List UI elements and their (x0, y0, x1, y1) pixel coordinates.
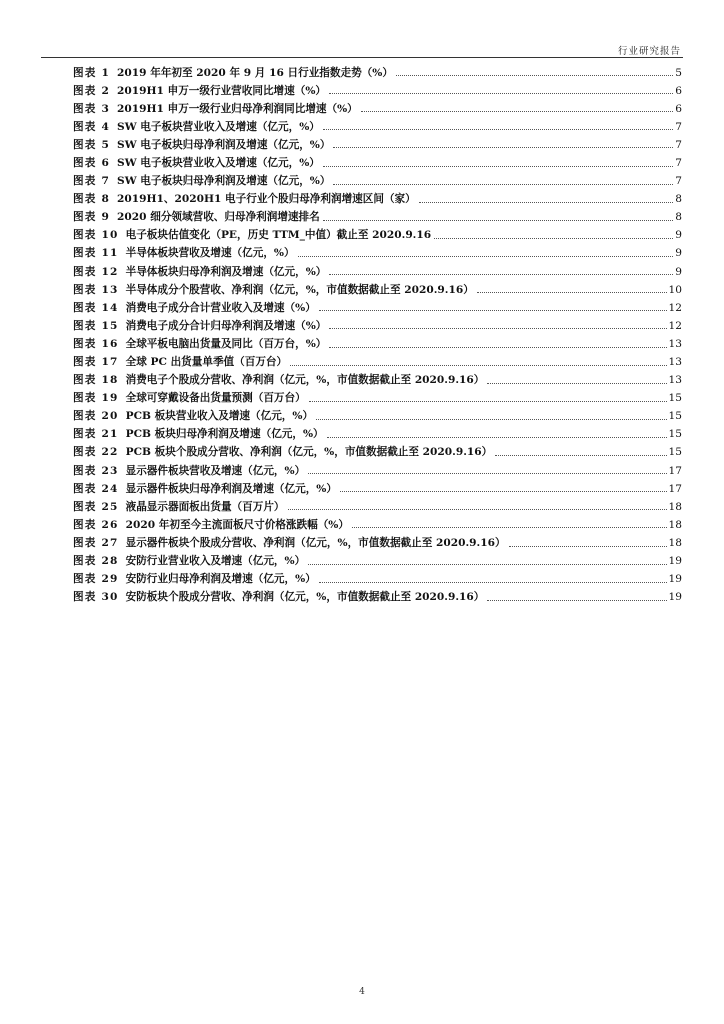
page-reference: 6 (675, 102, 682, 115)
figure-title: 电子板块估值变化（PE，历史 TTM_中值）截止至 2020.9.16 (125, 229, 432, 242)
toc-entry[interactable] (73, 96, 682, 114)
page-reference: 12 (668, 319, 682, 332)
figure-label: 图表 28 (73, 555, 119, 568)
figure-label: 图表 5 (73, 138, 111, 151)
header-divider (41, 57, 683, 58)
dot-leader (487, 600, 666, 601)
page-reference: 13 (668, 374, 682, 387)
page-reference: 13 (668, 337, 682, 350)
dot-leader (308, 473, 666, 474)
toc-entry[interactable] (73, 422, 682, 440)
toc-entry[interactable] (73, 476, 682, 494)
dot-leader (434, 238, 673, 239)
figure-title: PCB 板块个股成分营收、净利润（亿元，%，市值数据截止至 2020.9.16） (125, 446, 493, 459)
figure-label: 图表 8 (73, 193, 111, 206)
toc-entry[interactable] (73, 494, 682, 512)
toc-entry[interactable] (73, 567, 682, 585)
figure-title: 2019H1、2020H1 电子行业个股归母净利润增速区间（家） (117, 193, 416, 206)
figure-title: 2019H1 申万一级行业营收同比增速（%） (117, 84, 326, 97)
dot-leader (477, 292, 667, 293)
toc-entry[interactable] (73, 331, 682, 349)
toc-entry[interactable] (73, 440, 682, 458)
figure-label: 图表 2 (73, 84, 111, 97)
page-reference: 7 (675, 120, 682, 133)
page-reference: 5 (675, 66, 682, 79)
figure-title: 2020 细分领域营收、归母净利润增速排名 (117, 211, 320, 224)
figure-title: 半导体板块营收及增速（亿元，%） (125, 247, 295, 260)
figure-label: 图表 22 (73, 446, 119, 459)
page-reference: 18 (668, 500, 682, 513)
dot-leader (333, 184, 673, 185)
dot-leader (319, 310, 667, 311)
figure-label: 图表 16 (73, 337, 119, 350)
figure-label: 图表 21 (73, 428, 119, 441)
dot-leader (329, 328, 666, 329)
dot-leader (352, 527, 667, 528)
page-reference: 7 (675, 175, 682, 188)
figure-title: 2019 年年初至 2020 年 9 月 16 日行业指数走势（%） (117, 66, 393, 79)
toc-entry[interactable] (73, 169, 682, 187)
toc-entry[interactable] (73, 187, 682, 205)
figure-label: 图表 9 (73, 211, 111, 224)
dot-leader (509, 546, 667, 547)
figure-title: SW 电子板块营业收入及增速（亿元，%） (117, 120, 320, 133)
figure-title: 全球可穿戴设备出货量预测（百万台） (125, 392, 306, 405)
page-reference: 18 (668, 518, 682, 531)
page-reference: 13 (668, 356, 682, 368)
figure-label: 图表 20 (73, 410, 119, 423)
figure-label: 图表 12 (73, 265, 119, 278)
figure-label: 图表 11 (73, 247, 119, 260)
page-reference: 18 (668, 536, 682, 549)
toc-entry[interactable] (73, 205, 682, 223)
figure-title: 显示器件板块归母净利润及增速（亿元，%） (125, 482, 337, 495)
toc-entry[interactable] (73, 549, 682, 567)
figure-label: 图表 29 (73, 573, 119, 586)
page-reference: 7 (675, 138, 682, 151)
figure-title: 全球平板电脑出货量及同比（百万台，%） (125, 337, 327, 350)
figure-label: 图表 1 (73, 66, 111, 79)
toc-entry[interactable] (73, 458, 682, 476)
figure-title: 安防板块个股成分营收、净利润（亿元，%，市值数据截止至 2020.9.16） (125, 591, 485, 604)
figure-label: 图表 4 (73, 120, 111, 133)
toc-entry[interactable] (73, 295, 682, 313)
dot-leader (316, 419, 666, 420)
figure-index-list (73, 60, 682, 603)
page-reference: 15 (668, 392, 682, 405)
figure-title: 消费电子成分合计归母净利润及增速（%） (125, 319, 327, 332)
figure-label: 图表 14 (73, 301, 119, 314)
page-reference: 8 (675, 211, 682, 224)
toc-entry[interactable] (73, 368, 682, 386)
page-reference: 8 (675, 193, 682, 206)
page-reference: 17 (668, 464, 682, 477)
dot-leader (319, 582, 667, 583)
figure-title: SW 电子板块营业收入及增速（亿元，%） (117, 156, 320, 169)
toc-entry[interactable] (73, 78, 682, 96)
figure-title: 全球 PC 出货量单季值（百万台） (125, 356, 288, 368)
toc-entry[interactable] (73, 277, 682, 295)
dot-leader (487, 383, 666, 384)
toc-entry[interactable] (73, 512, 682, 530)
dot-leader (329, 274, 673, 275)
toc-entry[interactable] (73, 350, 682, 368)
figure-label: 图表 23 (73, 464, 119, 477)
dot-leader (340, 491, 667, 492)
figure-label: 图表 13 (73, 283, 119, 296)
toc-entry[interactable] (73, 585, 682, 603)
figure-title: 显示器件板块个股成分营收、净利润（亿元，%，市值数据截止至 2020.9.16） (125, 536, 506, 549)
dot-leader (288, 509, 667, 510)
page-reference: 10 (668, 283, 682, 296)
figure-label: 图表 30 (73, 591, 119, 604)
dot-leader (329, 93, 673, 94)
figure-label: 图表 15 (73, 319, 119, 332)
figure-title: 半导体成分个股营收、净利润（亿元，%，市值数据截止至 2020.9.16） (125, 283, 474, 296)
page-reference: 17 (668, 482, 682, 495)
page-reference: 7 (675, 156, 682, 169)
toc-entry[interactable] (73, 114, 682, 132)
dot-leader (361, 111, 673, 112)
figure-label: 图表 6 (73, 156, 111, 169)
dot-leader (495, 455, 666, 456)
figure-label: 图表 27 (73, 536, 119, 549)
toc-entry[interactable] (73, 150, 682, 168)
page-reference: 12 (668, 301, 682, 314)
dot-leader (333, 147, 673, 148)
dot-leader (419, 202, 674, 203)
figure-title: PCB 板块营业收入及增速（亿元，%） (125, 410, 314, 423)
dot-leader (309, 401, 667, 402)
page-reference: 15 (668, 428, 682, 441)
page-reference: 15 (668, 410, 682, 423)
toc-entry[interactable] (73, 313, 682, 331)
report-type-header: 行业研究报告 (617, 46, 681, 57)
dot-leader (323, 166, 673, 167)
figure-label: 图表 19 (73, 392, 119, 405)
figure-label: 图表 7 (73, 175, 111, 188)
dot-leader (308, 564, 666, 565)
page-number: 4 (359, 987, 365, 997)
figure-label: 图表 3 (73, 102, 111, 115)
figure-label: 图表 17 (73, 356, 119, 368)
figure-title: 消费电子成分合计营业收入及增速（%） (125, 301, 316, 314)
figure-title: 安防行业营业收入及增速（亿元，%） (125, 555, 306, 568)
page-reference: 9 (675, 265, 682, 278)
page-reference: 19 (668, 573, 682, 586)
toc-entry[interactable] (73, 132, 682, 150)
page-reference: 19 (668, 591, 682, 604)
toc-entry[interactable] (73, 241, 682, 259)
page-reference: 15 (668, 446, 682, 459)
dot-leader (298, 256, 674, 257)
dot-leader (323, 129, 673, 130)
figure-title: 显示器件板块营收及增速（亿元，%） (125, 464, 306, 477)
toc-entry[interactable] (73, 404, 682, 422)
toc-entry[interactable] (73, 259, 682, 277)
figure-label: 图表 18 (73, 374, 119, 387)
figure-title: SW 电子板块归母净利润及增速（亿元，%） (117, 175, 331, 188)
page-reference: 19 (668, 555, 682, 568)
dot-leader (323, 220, 674, 221)
figure-label: 图表 25 (73, 500, 119, 513)
figure-title: 安防行业归母净利润及增速（亿元，%） (125, 573, 316, 586)
dot-leader (290, 365, 666, 366)
figure-title: 2019H1 申万一级行业归母净利润同比增速（%） (117, 102, 358, 115)
figure-title: 消费电子个股成分营收、净利润（亿元，%，市值数据截止至 2020.9.16） (125, 374, 485, 387)
toc-entry[interactable] (73, 223, 682, 241)
dot-leader (327, 437, 667, 438)
figure-label: 图表 24 (73, 482, 119, 495)
toc-entry[interactable] (73, 386, 682, 404)
figure-label: 图表 26 (73, 518, 119, 531)
figure-title: SW 电子板块归母净利润及增速（亿元，%） (117, 138, 331, 151)
figure-title: 2020 年初至今主流面板尺寸价格涨跌幅（%） (125, 518, 349, 531)
dot-leader (396, 75, 673, 76)
toc-entry[interactable] (73, 60, 682, 78)
figure-title: PCB 板块归母净利润及增速（亿元，%） (125, 428, 324, 441)
figure-title: 液晶显示器面板出货量（百万片） (125, 500, 285, 513)
dot-leader (329, 347, 666, 348)
figure-title: 半导体板块归母净利润及增速（亿元，%） (125, 265, 327, 278)
page-reference: 6 (675, 84, 682, 97)
page-reference: 9 (675, 247, 682, 260)
page-reference: 9 (675, 229, 682, 242)
toc-entry[interactable] (73, 530, 682, 548)
figure-label: 图表 10 (73, 229, 119, 242)
